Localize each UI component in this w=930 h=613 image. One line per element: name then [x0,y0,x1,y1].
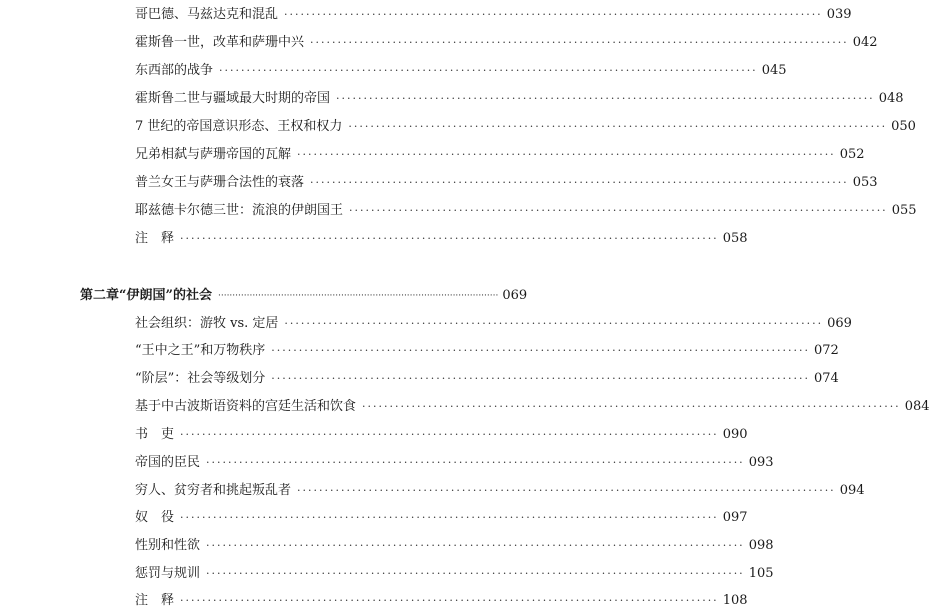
toc-entry [0,452,774,474]
toc-entry-title: 性别和性欲 [135,538,201,553]
toc-entry-page: 048 [878,91,904,106]
toc-entry-title: 穷人、贫穷者和挑起叛乱者 [135,483,292,498]
toc-entry-title: 东西部的战争 [135,63,214,78]
dot-leader: ·································································································· [362,400,901,413]
toc-entry-page: 097 [722,510,748,525]
toc-entry-title: 霍斯鲁二世与疆域最大时期的帝国 [135,91,331,106]
dot-leader: ·································································································· [310,176,849,189]
toc-entry [0,368,839,390]
dot-leader: ·································································································· [348,120,888,133]
toc-entry [0,116,916,138]
toc-entry [0,172,878,194]
toc-entry [0,313,852,335]
toc-entry-page: 093 [748,455,774,470]
toc-entry-title: 基于中古波斯语资料的宫廷生活和饮食 [135,399,357,414]
toc-entry-page: 090 [722,427,748,442]
dot-leader: ·································································································· [271,372,810,385]
toc-entry-title: 惩罚与规训 [135,566,201,581]
toc-entry [0,424,748,446]
dot-leader: ·································································································· [284,317,824,330]
toc-entry-title: 注 释 [135,231,175,246]
toc-entry [0,32,878,54]
toc-entry-page: 052 [839,147,865,162]
toc-entry [0,396,930,418]
dot-leader: ·································································································· [297,484,836,497]
toc-entry [0,144,865,166]
toc-entry-title: 兄弟相弑与萨珊帝国的瓦解 [135,147,292,162]
toc-entry-page: 072 [813,343,839,358]
toc-entry-title: 书 吏 [135,427,175,442]
toc-entry [0,340,839,362]
toc-entry-title: 帝国的臣民 [135,455,201,470]
toc-entry-title: “阶层”：社会等级划分 [135,371,266,386]
dot-leader: ·································································································· [284,8,823,21]
toc-entry-title: 奴 役 [135,510,175,525]
toc-entry-page: 105 [748,566,774,581]
dot-leader: ·································································································· [349,204,888,217]
dot-leader: ·································································································· [180,428,719,441]
toc-entry-page: 094 [839,483,865,498]
chapter-number: 第二章 [80,288,120,303]
dot-leader: ·································································································· [206,456,745,469]
toc-entry-title: 注 释 [135,593,175,608]
toc-entry-page: 069 [827,316,852,331]
toc-entry [0,4,852,26]
toc-entry-page: 084 [904,399,930,414]
toc-entry-page: 053 [852,175,878,190]
toc-entry [0,60,787,82]
toc-entry-page: 050 [891,119,916,134]
toc-entry [0,535,774,557]
dot-leader: ·································································································· [206,539,745,552]
toc-entry [0,590,748,612]
toc-entry [0,563,774,585]
chapter-page: 069 [502,288,528,303]
chapter-title: “伊朗国”的社会 [119,288,212,303]
dot-leader: ·································································································· [336,92,875,105]
toc-entry-page: 108 [722,593,748,608]
toc-entry [0,480,865,502]
toc-entry-page: 042 [852,35,878,50]
toc-entry-title: “王中之王”和万物秩序 [135,343,266,358]
dot-leader: ·································································································· [180,511,719,524]
toc-entry-title: 哥巴德、马兹达克和混乱 [135,7,279,22]
dot-leader: ·································································································· [297,148,836,161]
toc-entry-title: 耶兹德卡尔德三世：流浪的伊朗国王 [135,203,344,218]
toc-entry-page: 039 [826,7,852,22]
dot-leader: ·································································································· [180,232,719,245]
dot-leader: ·································································································· [271,344,810,357]
toc-entry [0,228,748,250]
toc-entry [0,507,748,529]
toc-entry-page: 055 [891,203,917,218]
toc-entry-page: 074 [813,371,839,386]
toc-entry-title: 霍斯鲁一世，改革和萨珊中兴 [135,35,305,50]
chapter-heading [0,285,594,307]
dot-leader: ·································································································· [180,594,719,607]
dot-leader: ·································································································· [217,291,499,301]
toc-entry-title: 社会组织：游牧 vs. 定居 [135,316,279,331]
toc-entry [0,200,917,222]
toc-entry-page: 045 [761,63,787,78]
toc-entry-title: 普兰女王与萨珊合法性的衰落 [135,175,305,190]
dot-leader: ·································································································· [206,567,745,580]
toc-entry-title: 7 世纪的帝国意识形态、王权和权力 [135,119,343,134]
dot-leader: ·································································································· [219,64,758,77]
toc-entry-page: 058 [722,231,748,246]
toc-entry-page: 098 [748,538,774,553]
dot-leader: ·································································································· [310,36,849,49]
toc-entry [0,88,904,110]
